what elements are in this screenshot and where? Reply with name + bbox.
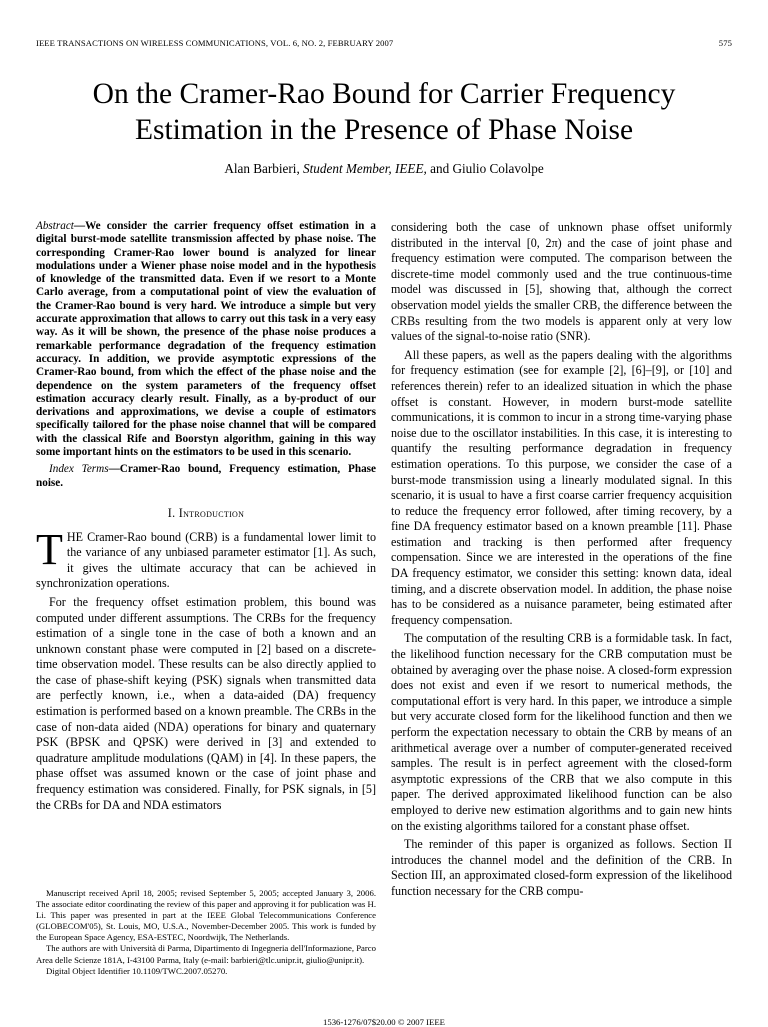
author-2: and Giulio Colavolpe: [430, 161, 544, 176]
right-paragraph-1: considering both the case of unknown phase offset uniformly distributed in the interval [0, 2π) and the case of joint phase and frequency estimation were computed. The comparison between the discrete-time model commonly used and the true continuous-time model was discussed in [5], showing that, although the correct observation model yields the smaller CRB, the difference between the CRBs resulting from the two models is apparent only at very low values of the signal-to-noise ratio (SNR).: [391, 220, 732, 344]
abstract-text: —We consider the carrier frequency offset estimation in a digital burst-mode satellite transmission affected by phase noise. The corresponding Cramer-Rao lower bound is analyzed for linear modulations under a Wiener phase noise model and in the hypothesis of knowledge of the transmitted data. Even if we resort to a Monte Carlo average, from a computational point of view the evaluation of the Cramer-Rao bound is very hard. We introduce a simple but very accurate approximation that allows to carry out this task in a very easy way. As it will be shown, the presence of the phase noise produces a remarkable performance degradation of the frequency estimation accuracy. In addition, we provide asymptotic expressions of the Cramer-Rao bound, from which the effect of the phase noise and the dependence on the system parameters of the frequency offset estimation accuracy clearly result. Finally, as a by-product of our derivations and approximations, we devise a couple of estimators specifically tailored for the phase noise channel that will be compared with the classical Rife and Boorstyn algorithm, gaining in this way some important hints on the estimators to be used in this scenario.: [36, 220, 376, 459]
journal-name: IEEE TRANSACTIONS ON WIRELESS COMMUNICATIONS, VOL. 6, NO. 2, FEBRUARY 2007: [36, 38, 394, 48]
author-1: Alan Barbieri,: [224, 161, 300, 176]
title-line-1: On the Cramer-Rao Bound for Carrier Frequency: [92, 78, 676, 110]
footnote-manuscript: Manuscript received April 18, 2005; revised September 5, 2005; accepted January 3, 2006. The associate editor coordinating the review of this paper and approving it for publication was H. Li. This paper was presented in part at the IEEE Global Telecommunications Conference (GLOBECOM'05), St. Louis, MO, U.S.A., November-December 2005. This work is funded by the European Space Agency, ESA-ESTEC, Noordwijk, The Netherlands.: [36, 888, 376, 943]
left-column: [36, 220, 376, 813]
index-terms-text: —Cramer-Rao bound, Frequency estimation, Phase noise.: [36, 463, 377, 489]
running-header: [36, 38, 732, 52]
intro-p1-text: HE Cramer-Rao bound (CRB) is a fundamental lower limit to the variance of any unbiased parameter estimator [1]. As such, it gives the ultimate accuracy that can be achieved in synchronization operations.: [36, 529, 376, 591]
right-paragraph-4: The reminder of this paper is organized as follows. Section II introduces the channel model and the definition of the CRB. In Section III, an approximated closed-form expression of the likelihood function necessary for the CRB compu-: [391, 837, 732, 898]
footnote-doi: Digital Object Identifier 10.1109/TWC.2007.05270.: [46, 965, 228, 976]
index-terms-label: Index Terms: [49, 463, 109, 476]
index-terms: [36, 463, 376, 490]
right-paragraph-2: All these papers, as well as the papers dealing with the algorithms for frequency estimation (see for example [2], [6]–[9], or [10] and references therein) refer to an idealized situation in which the phase offset is constant. However, in modern burst-mode satellite communications, it is common to incur in a strong time-varying phase noise due to the oscillator instabilities. In this case, it is interesting to quantify the resulting performance degradation in frequency estimation operations. To this purpose, we consider the case of a burst-mode transmission using a linearly modulated signal. In this scenario, it is usual to have a first coarse carrier frequency acquisition to reduce the frequency error followed, after timing recovery, by a fine DA frequency estimator based on a known preamble [11]. Phase estimation and tracking is then performed after frequency compensation. Since we are interested in the operations of the fine DA frequency estimator, we consider this setting: known data, ideal timing, and a discrete observation model. In addition, the phase noise has to be considered as a nuisance parameter, being estimated after frequency compensation.: [391, 347, 732, 627]
right-paragraph-3: The computation of the resulting CRB is a formidable task. In fact, the likelihood function necessary for the CRB computation must be obtained by averaging over the phase noise. A closed-form expression does not exist and even if we resort to numerical methods, the computational effort is very hard. In this paper, we introduce a simple but very accurate closed form for the likelihood function and then we perform the expectation necessary to obtain the CRB by means of an arithmetical average over a number of computer-generated received samples. The result is in perfect agreement with the closed-form asymptotic expressions of the CRB that we also compute in this paper. The derived approximated likelihood function can be also employed to derive new estimation algorithms and to gain new hints on the existing algorithms tailored for a constant phase offset.: [391, 631, 732, 833]
right-column: [391, 220, 732, 900]
title-line-2: Estimation in the Presence of Phase Noise: [134, 114, 634, 146]
intro-paragraph-2: For the frequency offset estimation problem, this bound was computed under different assumptions. The CRBs for the frequency estimation of a single tone in the case of both a known and an unknown constant phase were computed in [2] based on a discrete-time observation model. These results can be also directly applied to the case of phase-shift keying (PSK) signals when transmitted data are perfectly known, i.e., when a data-aided (DA) frequency estimation is performed based on a known preamble. The CRBs in the case of non-data aided (NDA) operations for binary and quaternary PSK (BPSK and QPSK) were derived in [3] and extended to quadrature amplitude modulations (QAM) in [4]. In these papers, the phase offset was assumed known or the case of joint phase and frequency estimation was considered. Finally, for PSK signals, in [5] the CRBs for DA and NDA estimators: [36, 594, 376, 812]
author-membership: Student Member, IEEE,: [303, 161, 427, 176]
section-title: Introduction: [178, 505, 245, 520]
drop-cap: T: [36, 524, 63, 574]
abstract-label: Abstract: [36, 220, 74, 232]
footnote-affiliation: The authors are with Università di Parma, Dipartimento di Ingegneria dell'Informazione, Parco Area delle Scienze 181A, I-43100 Parma, Italy (e-mail: barbieri@tlc.unipr.it, giulio@unipr.it).: [36, 943, 376, 965]
page-number: 575: [718, 38, 732, 48]
paper-title: [20, 76, 748, 148]
copyright-line: 1536-1276/07$20.00 © 2007 IEEE: [323, 1017, 445, 1027]
section-number: I.: [167, 505, 176, 520]
footnote-block: [36, 888, 376, 977]
intro-paragraph-1: [36, 524, 376, 592]
section-heading: [36, 506, 376, 522]
abstract: [36, 220, 376, 459]
author-line: [20, 161, 748, 177]
